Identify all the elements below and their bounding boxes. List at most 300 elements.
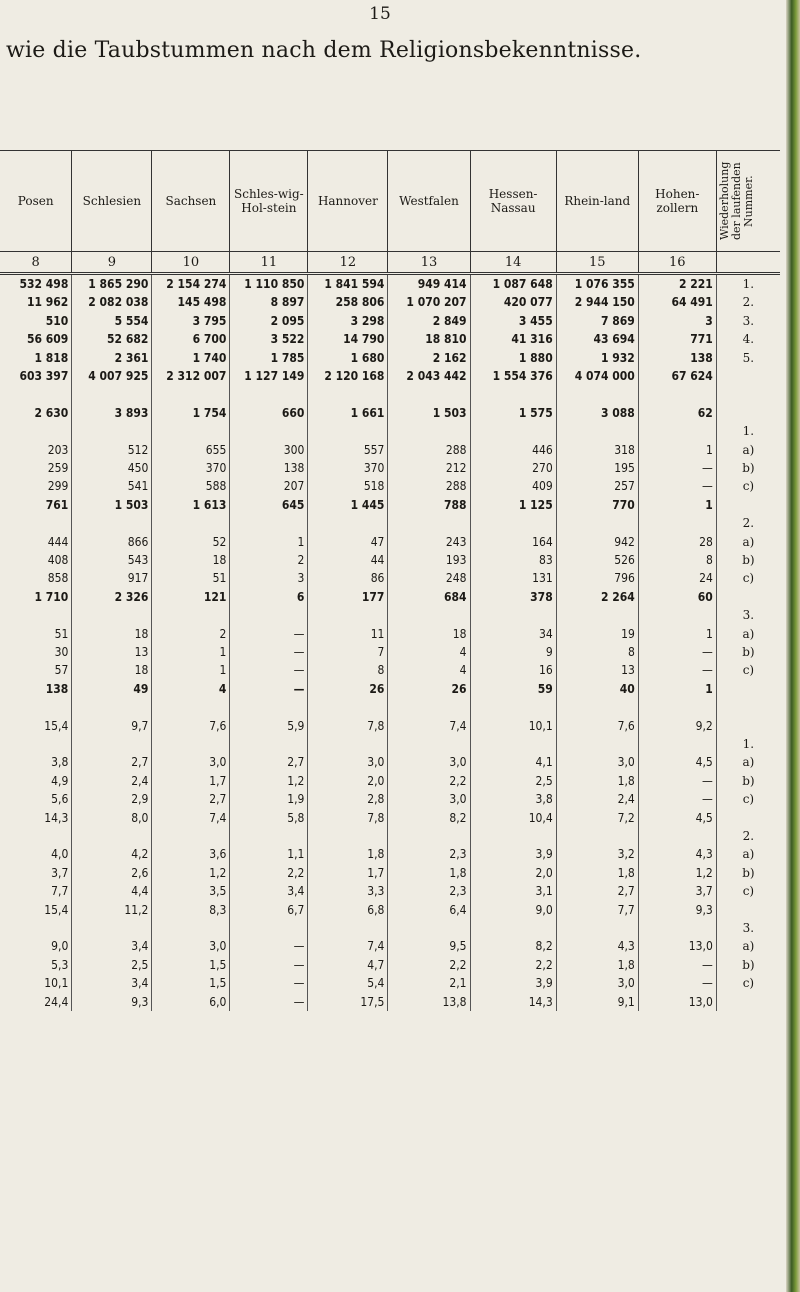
table-cell: 7,8 <box>308 717 388 735</box>
table-row <box>0 919 780 937</box>
row-label: 3. <box>742 313 755 328</box>
table-cell <box>388 735 470 753</box>
table-cell: 4 <box>152 680 230 698</box>
table-cell <box>556 919 638 937</box>
table-row <box>0 441 780 459</box>
column-number: 9 <box>72 252 152 274</box>
table-cell: 43 694 <box>556 330 638 348</box>
table-cell: — <box>638 974 716 992</box>
table-cell: 10,4 <box>470 809 556 827</box>
table-cell: 5,4 <box>308 974 388 992</box>
table-cell: — <box>230 937 308 955</box>
table-cell: 4 <box>388 661 470 679</box>
table-cell: 3 <box>638 312 716 330</box>
spacer-cell <box>308 698 388 716</box>
table-cell: 1,2 <box>152 864 230 882</box>
table-cell: 4,5 <box>638 753 716 771</box>
table-cell: 5,6 <box>0 790 72 808</box>
spacer-cell <box>716 385 780 403</box>
table-row <box>0 956 780 974</box>
table-cell: 52 <box>152 533 230 551</box>
page-heading: wie die Taubstummen nach dem Religionsbekenntnisse. <box>6 38 642 63</box>
table-cell: 2 <box>152 625 230 643</box>
table-cell: 370 <box>152 459 230 477</box>
table-cell: 378 <box>470 588 556 606</box>
table-cell: 2,8 <box>308 790 388 808</box>
table-cell: 9,0 <box>0 937 72 955</box>
table-cell: 60 <box>638 588 716 606</box>
table-row <box>0 882 780 900</box>
table-cell: 207 <box>230 477 308 495</box>
table-row <box>0 274 780 294</box>
table-cell: 1 575 <box>470 404 556 422</box>
table-cell: 1 087 648 <box>470 274 556 294</box>
table-cell: 8 <box>556 643 638 661</box>
table-cell: 512 <box>72 441 152 459</box>
table-cell: 2 <box>230 551 308 569</box>
row-label <box>716 588 780 606</box>
table-cell: 4,5 <box>638 809 716 827</box>
column-header: Rhein-land <box>556 151 638 252</box>
table-cell: 543 <box>72 551 152 569</box>
table-cell: 3 893 <box>72 404 152 422</box>
table-cell: 6,8 <box>308 901 388 919</box>
row-label <box>716 404 780 422</box>
row-label: b) <box>742 957 755 972</box>
spacer-cell <box>638 385 716 403</box>
table-cell: 18 <box>72 661 152 679</box>
table-cell: 9 <box>470 643 556 661</box>
table-cell: 11,2 <box>72 901 152 919</box>
spacer-cell <box>152 698 230 716</box>
table-cell: 2,5 <box>470 772 556 790</box>
table-cell: 532 498 <box>0 274 72 294</box>
table-cell <box>556 606 638 624</box>
table-cell: 3,0 <box>152 753 230 771</box>
table-cell: 370 <box>308 459 388 477</box>
table-cell: 7 <box>308 643 388 661</box>
table-cell: 6 700 <box>152 330 230 348</box>
table-row <box>0 845 780 863</box>
table-cell: 3 298 <box>308 312 388 330</box>
row-label: 5. <box>742 350 755 365</box>
table-cell: 300 <box>230 441 308 459</box>
table-cell: 18 <box>152 551 230 569</box>
table-cell: 408 <box>0 551 72 569</box>
table-cell: 11 962 <box>0 293 72 311</box>
table-cell <box>308 606 388 624</box>
table-cell: 1 076 355 <box>556 274 638 294</box>
table-row <box>0 993 780 1011</box>
table-cell <box>556 735 638 753</box>
column-header: Sachsen <box>152 151 230 252</box>
table-cell: 138 <box>0 680 72 698</box>
table-cell: 2,9 <box>72 790 152 808</box>
table-cell <box>308 514 388 532</box>
table-cell: 6,4 <box>388 901 470 919</box>
table-cell: 2 630 <box>0 404 72 422</box>
table-cell <box>0 422 72 440</box>
row-label: a) <box>742 534 755 549</box>
table-cell: 3,7 <box>638 882 716 900</box>
table-cell: 770 <box>556 496 638 514</box>
table-cell <box>230 735 308 753</box>
table-cell: 138 <box>230 459 308 477</box>
spacer-cell <box>556 385 638 403</box>
table-cell: 51 <box>0 625 72 643</box>
table-cell: 145 498 <box>152 293 230 311</box>
spacer-cell <box>716 698 780 716</box>
table-cell: 16 <box>470 661 556 679</box>
table-cell <box>470 422 556 440</box>
table-cell: 19 <box>556 625 638 643</box>
table-cell: 13 <box>556 661 638 679</box>
table-cell <box>230 422 308 440</box>
table-cell <box>388 422 470 440</box>
table-cell: 2,6 <box>72 864 152 882</box>
table-cell: 24 <box>638 569 716 587</box>
table-cell: 248 <box>388 569 470 587</box>
table-cell: 1 445 <box>308 496 388 514</box>
table-cell: 3,8 <box>0 753 72 771</box>
table-cell: — <box>638 956 716 974</box>
table-cell: — <box>230 661 308 679</box>
table-cell: 1 127 149 <box>230 367 308 385</box>
table-cell: 9,3 <box>638 901 716 919</box>
column-header: Schlesien <box>72 151 152 252</box>
table-cell: 2,2 <box>230 864 308 882</box>
table-cell: 4,3 <box>638 845 716 863</box>
table-cell: 2,0 <box>308 772 388 790</box>
column-header: Schles-wig-Hol-stein <box>230 151 308 252</box>
table-cell: 1,8 <box>556 772 638 790</box>
table-cell: 1 740 <box>152 349 230 367</box>
table-cell: 7,4 <box>152 809 230 827</box>
table-cell: 1 <box>152 661 230 679</box>
table-cell <box>388 827 470 845</box>
table-cell: 7,7 <box>0 882 72 900</box>
table-cell: 56 609 <box>0 330 72 348</box>
table-cell: 1 <box>638 680 716 698</box>
row-label <box>716 367 780 385</box>
table-cell: 2,7 <box>72 753 152 771</box>
table-cell: 14,3 <box>470 993 556 1011</box>
table-cell: 1 503 <box>388 404 470 422</box>
table-cell: — <box>638 661 716 679</box>
table-row <box>0 459 780 477</box>
table-cell: 164 <box>470 533 556 551</box>
table-cell: 1 818 <box>0 349 72 367</box>
table-cell: 5 554 <box>72 312 152 330</box>
row-label <box>716 680 780 698</box>
table-row <box>0 385 780 403</box>
table-cell: — <box>638 643 716 661</box>
table-cell: 9,0 <box>470 901 556 919</box>
table-cell <box>0 827 72 845</box>
table-cell: 6 <box>230 588 308 606</box>
table-cell: 5,3 <box>0 956 72 974</box>
table-cell: 1 503 <box>72 496 152 514</box>
table-cell: 1,2 <box>230 772 308 790</box>
table-cell: 1 785 <box>230 349 308 367</box>
row-label: b) <box>742 865 755 880</box>
table-cell: 195 <box>556 459 638 477</box>
table-cell <box>308 827 388 845</box>
table-cell: 409 <box>470 477 556 495</box>
table-row <box>0 588 780 606</box>
table-row <box>0 367 780 385</box>
table-cell <box>638 606 716 624</box>
table-cell: 1 070 207 <box>388 293 470 311</box>
row-label: a) <box>742 442 755 457</box>
table-cell: 526 <box>556 551 638 569</box>
table-row <box>0 809 780 827</box>
table-row <box>0 864 780 882</box>
table-cell: 270 <box>470 459 556 477</box>
table-cell: 26 <box>308 680 388 698</box>
row-label <box>716 993 780 1011</box>
table-cell <box>152 422 230 440</box>
table-cell: 203 <box>0 441 72 459</box>
table-cell: 6,7 <box>230 901 308 919</box>
table-cell: 1,7 <box>152 772 230 790</box>
row-label: 4. <box>742 332 755 347</box>
column-number: 16 <box>638 252 716 274</box>
table-cell: 15,4 <box>0 717 72 735</box>
spacer-cell <box>0 385 72 403</box>
column-number-row <box>0 252 780 274</box>
table-cell: 3,0 <box>388 790 470 808</box>
table-cell: 655 <box>152 441 230 459</box>
table-cell <box>470 919 556 937</box>
spacer-cell <box>470 698 556 716</box>
table-cell: 34 <box>470 625 556 643</box>
table-cell: 7,4 <box>308 937 388 955</box>
table-cell: 2,4 <box>556 790 638 808</box>
book-edge <box>786 0 800 1292</box>
table-cell: 62 <box>638 404 716 422</box>
header-row <box>0 151 780 252</box>
table-cell: 14,3 <box>0 809 72 827</box>
table-cell: 8 <box>638 551 716 569</box>
table-cell: — <box>230 680 308 698</box>
table-cell: 2,3 <box>388 882 470 900</box>
table-cell: 1 880 <box>470 349 556 367</box>
table-cell: 257 <box>556 477 638 495</box>
table-cell: 1 <box>230 533 308 551</box>
table-cell: 7,6 <box>556 717 638 735</box>
table-cell: 18 810 <box>388 330 470 348</box>
table-cell <box>388 606 470 624</box>
table-cell: 3,0 <box>388 753 470 771</box>
table-cell: 3 455 <box>470 312 556 330</box>
spacer-cell <box>230 698 308 716</box>
column-number: 11 <box>230 252 308 274</box>
column-number: 10 <box>152 252 230 274</box>
table-cell: 177 <box>308 588 388 606</box>
table-cell <box>72 422 152 440</box>
table-body <box>0 274 780 1012</box>
table-cell: 5,9 <box>230 717 308 735</box>
table-cell: 3,6 <box>152 845 230 863</box>
table-cell: 541 <box>72 477 152 495</box>
table-cell: 2 312 007 <box>152 367 230 385</box>
row-label: 1. <box>742 424 755 439</box>
table-cell: 866 <box>72 533 152 551</box>
table-cell: 7 869 <box>556 312 638 330</box>
table-cell: 3,0 <box>308 753 388 771</box>
table-cell: 4,2 <box>72 845 152 863</box>
table-cell: 15,4 <box>0 901 72 919</box>
table-cell <box>152 827 230 845</box>
table-cell: 212 <box>388 459 470 477</box>
row-label: a) <box>742 755 755 770</box>
table-cell <box>470 606 556 624</box>
table-cell: 7,8 <box>308 809 388 827</box>
table-cell: 603 397 <box>0 367 72 385</box>
table-cell: 917 <box>72 569 152 587</box>
table-cell: 18 <box>72 625 152 643</box>
table-cell: 1 <box>638 441 716 459</box>
table-cell: 11 <box>308 625 388 643</box>
table-cell: 3 522 <box>230 330 308 348</box>
table-cell: 2,7 <box>230 753 308 771</box>
row-label: a) <box>742 847 755 862</box>
row-label: c) <box>742 884 755 899</box>
table-cell: 3,4 <box>230 882 308 900</box>
table-cell <box>638 919 716 937</box>
row-label <box>716 496 780 514</box>
table-cell: 8,0 <box>72 809 152 827</box>
table-row <box>0 643 780 661</box>
row-label <box>716 901 780 919</box>
table-cell: 2 082 038 <box>72 293 152 311</box>
table-cell: 8 <box>308 661 388 679</box>
table-cell: 8,2 <box>388 809 470 827</box>
table-cell <box>230 514 308 532</box>
table-cell: 1,2 <box>638 864 716 882</box>
column-header <box>716 151 780 252</box>
table-cell: 7,4 <box>388 717 470 735</box>
table-cell: 2 154 274 <box>152 274 230 294</box>
table-cell: 299 <box>0 477 72 495</box>
table-cell: 2 120 168 <box>308 367 388 385</box>
table-cell: 4,4 <box>72 882 152 900</box>
table-cell: 1 <box>152 643 230 661</box>
table-cell: 14 790 <box>308 330 388 348</box>
table-cell: 3,0 <box>152 937 230 955</box>
table-cell: 1,1 <box>230 845 308 863</box>
table-cell: 1 <box>638 496 716 514</box>
table-cell: 13,0 <box>638 937 716 955</box>
table-cell: 1 754 <box>152 404 230 422</box>
column-header: Posen <box>0 151 72 252</box>
table-cell: 17,5 <box>308 993 388 1011</box>
column-number <box>716 252 780 274</box>
table-cell: 3,9 <box>470 845 556 863</box>
table-cell <box>556 827 638 845</box>
table-cell <box>308 919 388 937</box>
row-label: c) <box>742 571 755 586</box>
table-row <box>0 790 780 808</box>
page-number: 15 <box>369 4 391 24</box>
table-cell <box>556 514 638 532</box>
spacer-cell <box>388 698 470 716</box>
table-cell: 588 <box>152 477 230 495</box>
table-cell: — <box>230 974 308 992</box>
table-cell <box>470 514 556 532</box>
table-cell: 1 680 <box>308 349 388 367</box>
table-row <box>0 349 780 367</box>
table-cell: 1 932 <box>556 349 638 367</box>
table-cell: 557 <box>308 441 388 459</box>
table-row <box>0 533 780 551</box>
table-cell: 2,4 <box>72 772 152 790</box>
table-cell: 2,5 <box>72 956 152 974</box>
table-cell: 1,8 <box>556 956 638 974</box>
table-cell <box>72 827 152 845</box>
table-cell: — <box>638 459 716 477</box>
column-number: 13 <box>388 252 470 274</box>
spacer-cell <box>388 385 470 403</box>
table-cell: 2 221 <box>638 274 716 294</box>
table-cell: 258 806 <box>308 293 388 311</box>
row-label: b) <box>742 461 755 476</box>
column-header: Hessen-Nassau <box>470 151 556 252</box>
table-cell: 13,8 <box>388 993 470 1011</box>
table-cell <box>638 827 716 845</box>
table-cell: 24,4 <box>0 993 72 1011</box>
table-cell: 243 <box>388 533 470 551</box>
table-cell: 1,8 <box>308 845 388 863</box>
table-cell: 4,1 <box>470 753 556 771</box>
table-cell <box>0 735 72 753</box>
column-number: 8 <box>0 252 72 274</box>
table-cell: — <box>230 956 308 974</box>
table-cell: 3,5 <box>152 882 230 900</box>
table-cell <box>152 735 230 753</box>
table-cell <box>0 919 72 937</box>
table-cell: 446 <box>470 441 556 459</box>
table-cell: 6,0 <box>152 993 230 1011</box>
table-cell: 510 <box>0 312 72 330</box>
table-cell: 8 897 <box>230 293 308 311</box>
row-label: a) <box>742 939 755 954</box>
table-cell: 52 682 <box>72 330 152 348</box>
table-cell: 1 841 594 <box>308 274 388 294</box>
table-cell: 2,3 <box>388 845 470 863</box>
table-cell: 771 <box>638 330 716 348</box>
column-header: Westfalen <box>388 151 470 252</box>
table-cell: 684 <box>388 588 470 606</box>
spacer-cell <box>308 385 388 403</box>
table-row <box>0 901 780 919</box>
table-cell: 49 <box>72 680 152 698</box>
column-number: 15 <box>556 252 638 274</box>
table-cell: 26 <box>388 680 470 698</box>
table-row <box>0 422 780 440</box>
spacer-cell <box>470 385 556 403</box>
table-cell: 788 <box>388 496 470 514</box>
spacer-cell <box>556 698 638 716</box>
table-cell: 3,4 <box>72 974 152 992</box>
table-cell: 4 007 925 <box>72 367 152 385</box>
table-cell: 3,2 <box>556 845 638 863</box>
table-cell: 2 849 <box>388 312 470 330</box>
table-cell: 86 <box>308 569 388 587</box>
row-label: 1. <box>742 737 755 752</box>
column-header: Hannover <box>308 151 388 252</box>
